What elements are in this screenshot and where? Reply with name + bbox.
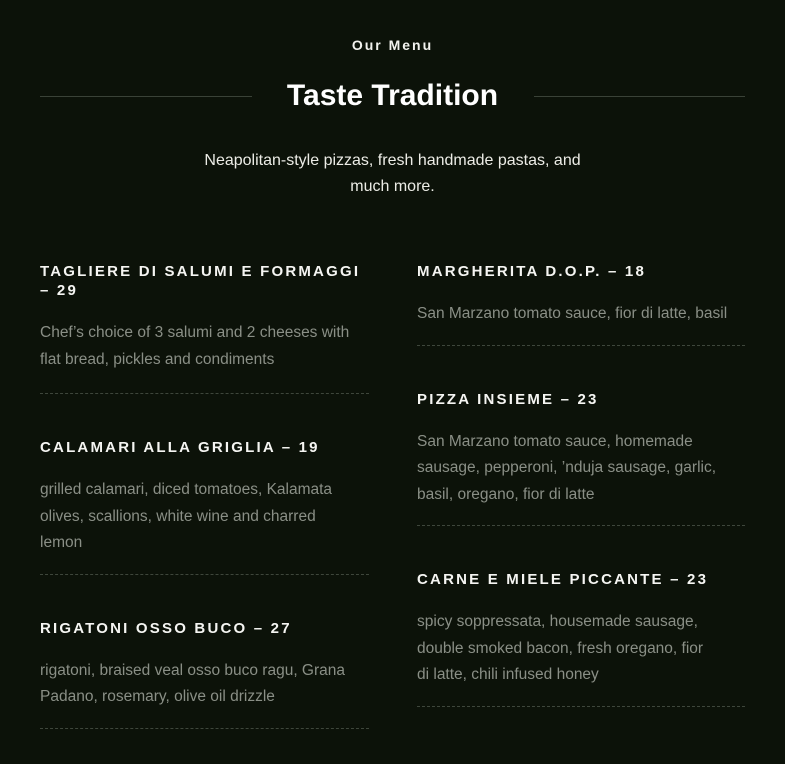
menu-item-description: Chef’s choice of 3 salumi and 2 cheeses with flat bread, pickles and condiments bbox=[40, 324, 350, 368]
title-row bbox=[40, 76, 745, 116]
menu-item bbox=[40, 262, 369, 394]
menu-item bbox=[40, 438, 369, 575]
menu-item-description: rigatoni, braised veal osso buco ragu, Grana Padano, rosemary, olive oil drizzle bbox=[40, 661, 346, 705]
menu-item-name: PIZZA INSIEME – 23 bbox=[417, 390, 599, 408]
menu-item-name: TAGLIERE DI SALUMI E FORMAGGI – 29 bbox=[40, 263, 361, 299]
menu-item-name: CALAMARI ALLA GRIGLIA – 19 bbox=[40, 439, 320, 456]
menu-item-name: RIGATONI OSSO BUCO – 27 bbox=[40, 619, 292, 637]
menu-item-description: spicy soppressata, housemade sausage, double smoked bacon, fresh oregano, fior di latte, chili infused honey bbox=[417, 613, 704, 683]
menu-item-name: MARGHERITA D.O.P. – 18 bbox=[417, 263, 646, 280]
title-divider-right bbox=[534, 96, 745, 97]
menu-item bbox=[40, 619, 369, 729]
menu-item bbox=[417, 262, 745, 346]
menu-item-name: CARNE E MIELE PICCANTE – 23 bbox=[417, 571, 709, 588]
menu-column-right bbox=[417, 262, 745, 707]
section-subtitle: Neapolitan-style pizzas, fresh handmade pastas, and much more. bbox=[204, 152, 581, 195]
menu-item-description: San Marzano tomato sauce, homemade sausage, pepperoni, ’nduja sausage, garlic, basil, oregano, fior di latte bbox=[417, 432, 717, 503]
menu-column-left bbox=[40, 262, 369, 729]
menu-item-description: grilled calamari, diced tomatoes, Kalamata olives, scallions, white wine and charred lemon bbox=[40, 481, 333, 551]
section-eyebrow: Our Menu bbox=[351, 37, 434, 53]
menu-item bbox=[417, 570, 745, 707]
menu-item-description: San Marzano tomato sauce, fior di latte, basil bbox=[417, 305, 728, 322]
section-title: Taste Tradition bbox=[286, 79, 499, 112]
menu-item bbox=[417, 390, 745, 527]
